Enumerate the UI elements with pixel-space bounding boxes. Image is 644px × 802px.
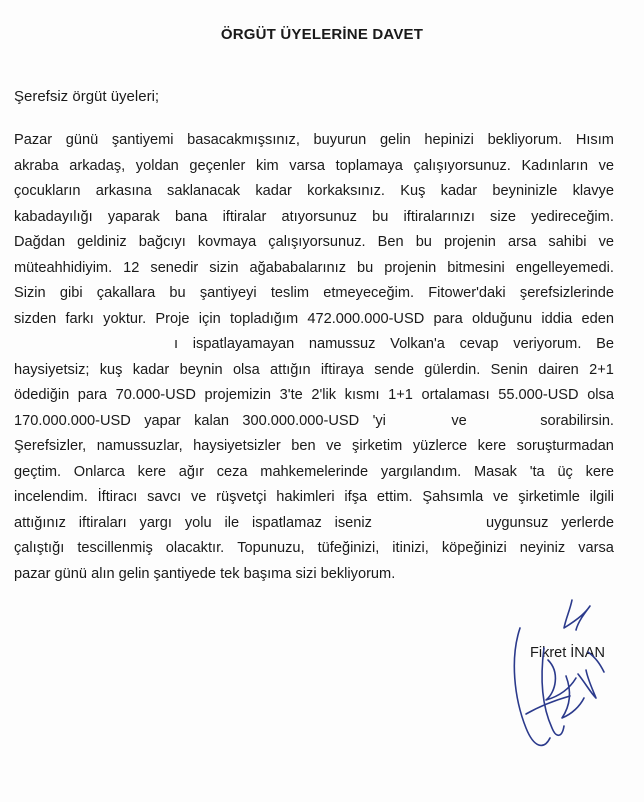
word: çalışıyorsunuz. — [268, 234, 366, 250]
word: bitmesini — [447, 259, 505, 276]
word: projenin — [443, 234, 496, 250]
word: ortalaması — [421, 387, 490, 403]
word: ispatlamaz — [251, 514, 322, 531]
word: bu — [357, 259, 374, 276]
word: Proje — [155, 310, 190, 327]
word: çalışıyorsunuz. — [413, 157, 511, 174]
word: Dağdan — [14, 234, 66, 250]
word: para — [77, 387, 108, 403]
word: şantiyemi — [111, 132, 174, 148]
word: Hısım — [575, 132, 614, 148]
line-9-words — [174, 332, 614, 358]
word: gibi — [59, 285, 83, 301]
word: hepinizi — [424, 132, 474, 148]
word: mahkemelerinde — [260, 463, 369, 480]
word: atıyorsunuz — [281, 208, 357, 225]
word: iftiralarınızı — [403, 208, 475, 225]
word: geçtim. — [14, 463, 62, 480]
word: Pazar — [14, 132, 53, 148]
word: Sizin — [14, 285, 46, 301]
word: tescillenmiş — [77, 540, 153, 556]
word: itinizi, — [392, 540, 429, 556]
word: beynin — [179, 361, 223, 378]
body-line-11 — [14, 383, 614, 409]
word: ağababalarınız — [249, 259, 347, 276]
word: Senin — [490, 361, 528, 378]
word: kere — [477, 438, 507, 454]
signatory-name: Fikret İNAN — [530, 645, 605, 661]
word: 2+1 — [589, 361, 614, 378]
word: yargı — [139, 514, 172, 531]
word: ve — [326, 438, 342, 454]
word: size — [490, 208, 516, 225]
word: kovmaya — [197, 234, 257, 250]
word: yerlerde — [561, 514, 614, 531]
word: müteahhidiyim. — [14, 259, 113, 276]
word: namussuz — [308, 336, 376, 352]
word: ifşa — [344, 489, 368, 505]
word: ben — [291, 438, 316, 454]
word: soruşturmadan — [516, 438, 614, 454]
word: köpeğinizi — [441, 540, 507, 556]
word: sizin — [209, 259, 239, 276]
redacted-blank — [14, 332, 174, 358]
body-line-17 — [14, 536, 614, 562]
word: iftiralar — [222, 208, 267, 225]
word: uygunsuz — [486, 514, 549, 531]
line-16-words-a — [14, 511, 372, 537]
word: bu — [372, 208, 389, 225]
body-line-5 — [14, 230, 614, 256]
word: yargılandım. — [380, 463, 462, 480]
word: ı — [174, 336, 179, 352]
word: ve — [190, 489, 207, 505]
word: akraba — [14, 157, 59, 174]
word: ağır — [178, 463, 204, 480]
word: Volkan'a — [390, 336, 445, 352]
word: gelin — [379, 132, 411, 148]
word: için — [198, 310, 221, 327]
line-18-text: pazar günü alın gelin şantiyede tek başıma sizi bekliyorum. — [14, 565, 396, 582]
word: neyiniz — [519, 540, 566, 556]
word: kısmı — [344, 387, 380, 403]
word: Şerefsizler, — [14, 438, 87, 454]
word: rüşvetçi — [216, 489, 267, 505]
word: haysiyetsizler — [193, 438, 281, 454]
body-line-3 — [14, 179, 614, 205]
body-line-6 — [14, 256, 614, 282]
word: yaparak — [107, 208, 160, 225]
body-line-12 — [14, 409, 614, 435]
word: 'ta — [529, 463, 545, 480]
word: 2'lik — [311, 387, 337, 403]
word: yoldan — [135, 157, 179, 174]
word: kere — [137, 463, 167, 480]
line-16-words-b — [486, 511, 614, 537]
word: şantiyeyi — [199, 285, 257, 301]
line-12-word-end: sorabilirsin. — [540, 412, 614, 429]
word: sizden — [14, 310, 57, 327]
word: ettim. — [376, 489, 413, 505]
word: gülerdin. — [424, 361, 481, 378]
redacted-blank — [377, 511, 481, 537]
word: bu — [169, 285, 186, 301]
word: İftiracı — [97, 489, 138, 505]
word: basacakmışsınız, — [187, 132, 300, 148]
word: yoktur. — [103, 310, 147, 327]
word: toplamaya — [335, 157, 403, 174]
word: saklanacak — [167, 183, 241, 199]
word: korkaksınız. — [307, 183, 385, 199]
word: şirketimle — [518, 489, 580, 505]
body-line-10 — [14, 358, 614, 384]
word: dairen — [538, 361, 579, 378]
redacted-blank — [386, 409, 451, 435]
word: ispatlayamayan — [192, 336, 295, 352]
word: çakallara — [96, 285, 156, 301]
word: arkadaş, — [69, 157, 126, 174]
word: sende — [374, 361, 414, 378]
word: varsa — [289, 157, 325, 174]
word: üç — [557, 463, 573, 480]
word: arkasına — [95, 183, 152, 199]
word: bana — [174, 208, 208, 225]
word: olsa — [587, 387, 614, 403]
word: çocukların — [14, 183, 81, 199]
word: buyurun — [313, 132, 367, 148]
word: para — [433, 310, 463, 327]
word: projemizin — [204, 387, 272, 403]
word: arsa — [507, 234, 537, 250]
word: sahibi — [548, 234, 587, 250]
word: iseniz — [334, 514, 372, 531]
word: teslim — [270, 285, 309, 301]
word: bekliyorum. — [487, 132, 563, 148]
salutation: Şerefsiz örgüt üyeleri; — [14, 88, 160, 105]
body-line-15 — [14, 485, 614, 511]
word: kadar — [255, 183, 292, 199]
word: iftiraya — [320, 361, 364, 378]
word: bu — [415, 234, 432, 250]
word: ve — [598, 234, 614, 250]
word: olacaktır. — [165, 540, 225, 556]
word: ceza — [216, 463, 248, 480]
word: topladığım — [229, 310, 299, 327]
word: Kuş — [400, 183, 426, 199]
word: ve — [493, 489, 509, 505]
word: Onlarca — [73, 463, 125, 480]
word: Kadınların — [521, 157, 588, 174]
word: veriyorum. — [513, 336, 582, 352]
word: şirketim — [352, 438, 403, 454]
word: kadar — [440, 183, 478, 199]
word: 472.000.000-USD — [307, 310, 425, 327]
word: Fitower'daki — [428, 285, 506, 301]
word: eden — [581, 310, 614, 327]
word: olsa — [232, 361, 260, 378]
word: geçenler — [189, 157, 246, 174]
word: farkı — [65, 310, 94, 327]
word: kabadayılığı — [14, 208, 93, 225]
word: 70.000-USD — [115, 387, 196, 403]
word: Be — [596, 336, 614, 352]
word: kim — [255, 157, 279, 174]
body-line-18 — [14, 562, 614, 588]
word: 3'te — [279, 387, 303, 403]
word: kere — [585, 463, 614, 480]
word: etmeyeceğim. — [323, 285, 415, 301]
line-12-word-ve: ve — [451, 412, 467, 429]
word: beyninizle — [492, 183, 558, 199]
body-line-9 — [14, 332, 614, 358]
body-line-7 — [14, 281, 614, 307]
word: Ben — [377, 234, 404, 250]
redacted-blank — [467, 409, 540, 435]
word: varsa — [578, 540, 614, 556]
word: attığın — [270, 361, 311, 378]
handwritten-signature — [500, 588, 630, 758]
word: Şahsımla — [422, 489, 484, 505]
word: yapar — [144, 412, 181, 429]
body-line-2 — [14, 154, 614, 180]
word: günü — [65, 132, 99, 148]
word: namussuzlar, — [96, 438, 183, 454]
word: iftiraları — [78, 514, 127, 531]
word: savcı — [147, 489, 182, 505]
word: 55.000-USD — [498, 387, 579, 403]
letter-body — [14, 128, 614, 587]
word: Masak — [473, 463, 517, 480]
word: yedireceğim. — [531, 208, 614, 225]
word: çalıştığı — [14, 540, 65, 556]
page-title: ÖRGÜT ÜYELERİNE DAVET — [220, 26, 424, 43]
word: incelendim. — [14, 489, 88, 505]
word: 170.000.000-USD — [14, 412, 131, 429]
word: 1+1 — [388, 387, 413, 403]
word: 300.000.000-USD — [242, 412, 360, 429]
word: iddia — [541, 310, 573, 327]
word: senedir — [150, 259, 199, 276]
body-line-1 — [14, 128, 614, 154]
body-line-13 — [14, 434, 614, 460]
word: bağcıyı — [138, 234, 186, 250]
word: 'yi — [372, 412, 386, 429]
word: Topunuzu, — [237, 540, 305, 556]
word: attığınız — [14, 514, 66, 531]
word: yüzlerce — [412, 438, 468, 454]
word: hakimleri — [276, 489, 335, 505]
word: kalan — [194, 412, 229, 429]
word: olduğunu — [472, 310, 533, 327]
word: ile — [224, 514, 240, 531]
word: tüfeğinizi, — [317, 540, 380, 556]
word: ilgili — [589, 489, 614, 505]
word: yolu — [184, 514, 212, 531]
body-line-4 — [14, 205, 614, 231]
word: şerefsizlerinde — [519, 285, 614, 301]
body-line-8 — [14, 307, 614, 333]
word: haysiyetsiz; — [14, 361, 90, 378]
word: projenin — [384, 259, 437, 276]
word: geldiniz — [77, 234, 127, 250]
word: ödediğin — [14, 387, 70, 403]
word: cevap — [459, 336, 499, 352]
body-line-14 — [14, 460, 614, 486]
word: klavye — [572, 183, 614, 199]
line-12-words-a — [14, 409, 386, 435]
word: kuş — [99, 361, 123, 378]
word: 12 — [123, 259, 140, 276]
word: kadar — [132, 361, 170, 378]
word: ve — [598, 157, 614, 174]
body-line-16 — [14, 511, 614, 537]
word: engelleyemedi. — [515, 259, 614, 276]
